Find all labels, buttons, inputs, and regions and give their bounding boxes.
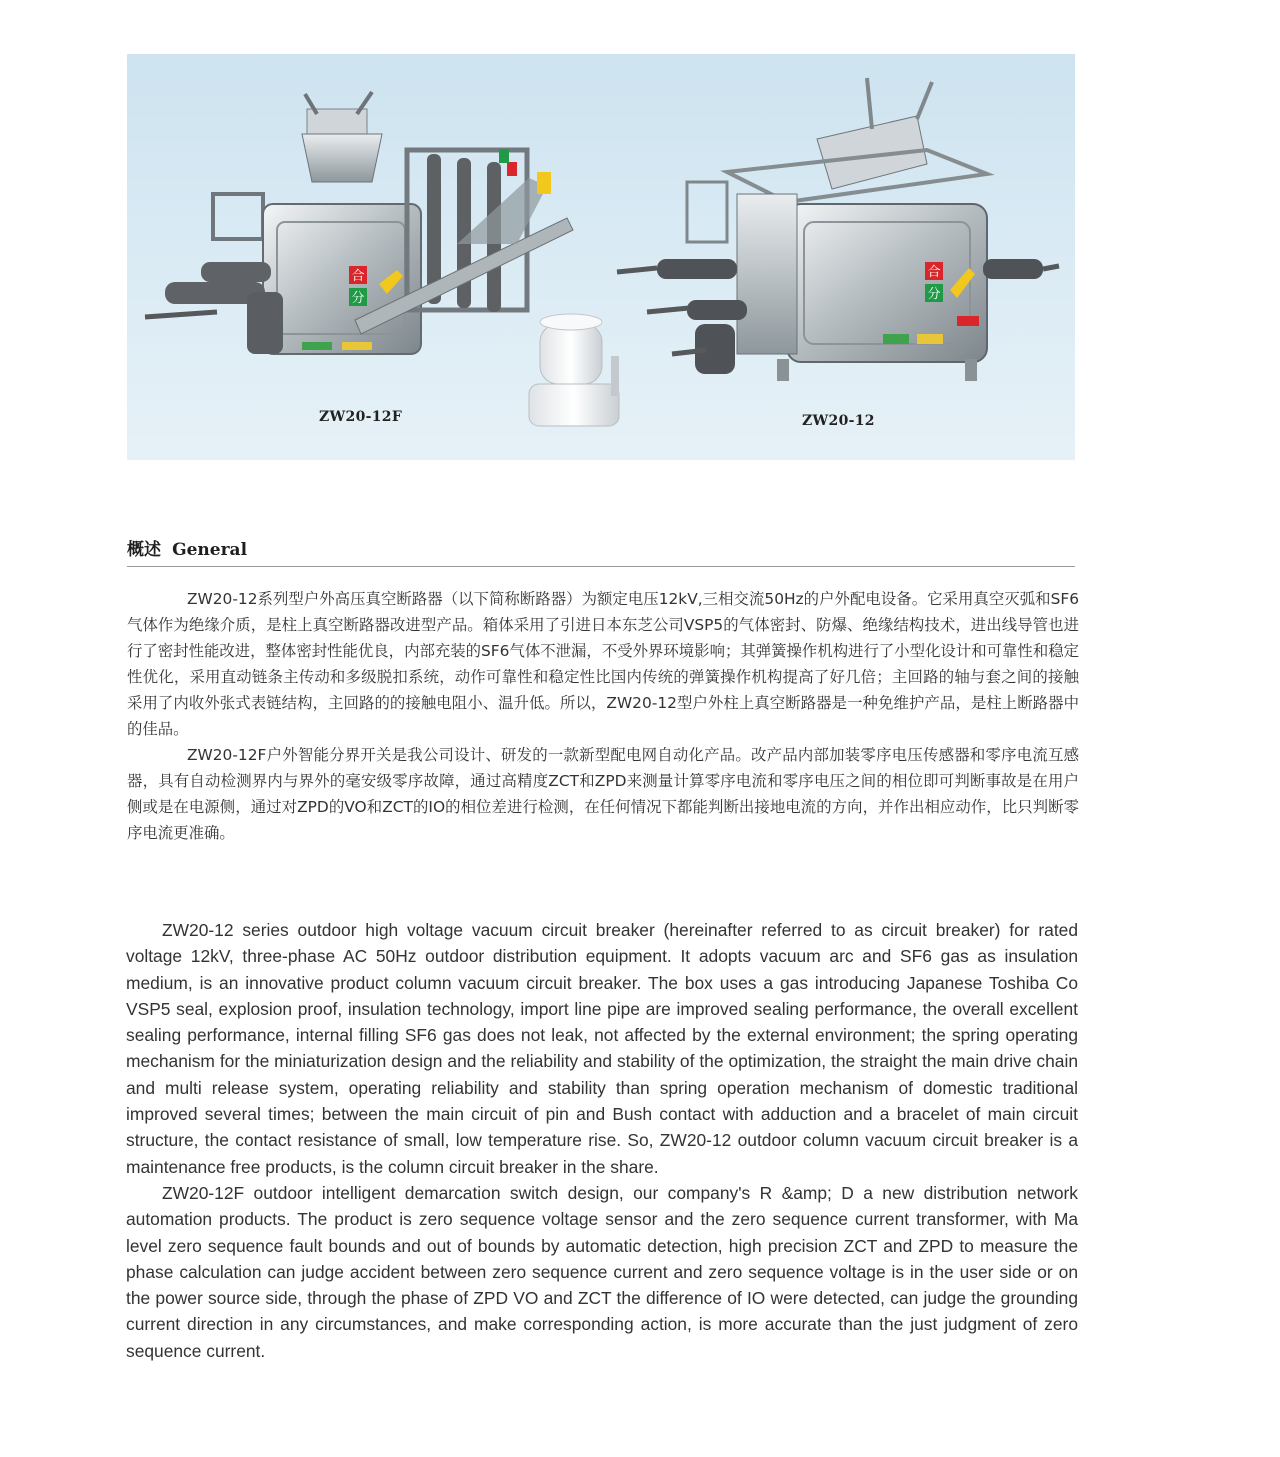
svg-text:分: 分 — [351, 291, 365, 306]
en-paragraph-2: ZW20-12F outdoor intelligent demarcation switch design, our company's R &amp; D a new distribution network automation products. The product is zero sequence voltage sensor and the zero sequence current transformer, with Ma level zero sequence fault bounds and out of bounds by automatic detection, high precision ZCT and ZPD to measure the phase calculation can judge accident between zero sequence current and zero sequence voltage is in the user side or on the power source side, through the phase of ZPD VO and ZCT the difference of IO were detected, can judge the grounding current direction in any circumstances, and make corresponding action, is more accurate than the just judgment of zero sequence current. — [126, 1182, 1078, 1361]
english-description — [126, 917, 1078, 1364]
caption-zw20-12: ZW20-12 — [802, 413, 875, 429]
zero-sequence-sensor-image — [529, 314, 619, 426]
svg-text:合: 合 — [351, 269, 365, 284]
caption-zw20-12f: ZW20-12F — [319, 409, 403, 425]
section-heading-general — [127, 536, 1075, 567]
chinese-description — [127, 586, 1079, 846]
svg-text:分: 分 — [927, 287, 941, 302]
breaker-zw20-12f-image — [145, 92, 573, 354]
cn-paragraph-2: ZW20-12F户外智能分界开关是我公司设计、研发的一款新型配电网自动化产品。改产品内部加装零序电压传感器和零序电流互感器，具有自动检测界内与界外的毫安级零序故障，通过高精度ZCT和ZPD来测量计算零序电流和零序电压之间的相位即可判断事故是在用户侧或是在电源侧，通过对ZPD的VO和ZCT的IO的相位差进行检测，在任何情况下都能判断出接地电流的方向，并作出相应动作，比只判断零序电流更准确。 — [127, 746, 1079, 842]
heading-en: General — [172, 540, 248, 560]
product-photo-panel — [127, 54, 1075, 460]
heading-cn: 概述 — [127, 540, 161, 560]
breaker-zw20-12-image — [617, 78, 1059, 381]
en-paragraph-1: ZW20-12 series outdoor high voltage vacuum circuit breaker (hereinafter referred to as circuit breaker) for rated voltage 12kV, three-phase AC 50Hz outdoor distribution equipment. It adopts vacuum arc and SF6 gas as insulation medium, is an innovative product column vacuum circuit breaker. The box uses a gas introducing Japanese Toshiba Co VSP5 seal, explosion proof, insulation technology, import line pipe are improved sealing performance, the overall excellent sealing performance, internal filling SF6 gas does not leak, not affected by the external environment; the spring operating mechanism for the miniaturization design and the reliability and stability of the optimization, the straight the main drive chain and multi release system, operating reliability and stability than spring operation mechanism of domestic traditional improved several times; between the main circuit of pin and Bush contact with adduction and a bracelet of main circuit structure, the contact resistance of small, low temperature rise. So, ZW20-12 outdoor column vacuum circuit breaker is a maintenance free products, is the column circuit breaker in the share. — [126, 920, 1078, 1177]
svg-text:合: 合 — [927, 265, 941, 280]
cn-paragraph-1: ZW20-12系列型户外高压真空断路器（以下简称断路器）为额定电压12kV,三相交流50Hz的户外配电设备。它采用真空灭弧和SF6气体作为绝缘介质，是柱上真空断路器改进型产品。箱体采用了引进日本东芝公司VSP5的气体密封、防爆、绝缘结构技术，进出线导管也进行了密封性能改进，整体密封性能优良，内部充装的SF6气体不泄漏，不受外界环境影响；其弹簧操作机构进行了小型化设计和可靠性和稳定性优化，采用直动链条主传动和多级脱扣系统，动作可靠性和稳定性比国内传统的弹簧操作机构提高了好几倍；主回路的轴与套之间的接触采用了内收外张式表链结构，主回路的的接触电阻小、温升低。所以，ZW20-12型户外柱上真空断路器是一种免维护产品，是柱上断路器中的佳品。 — [127, 590, 1079, 738]
product-illustration — [127, 54, 1075, 460]
